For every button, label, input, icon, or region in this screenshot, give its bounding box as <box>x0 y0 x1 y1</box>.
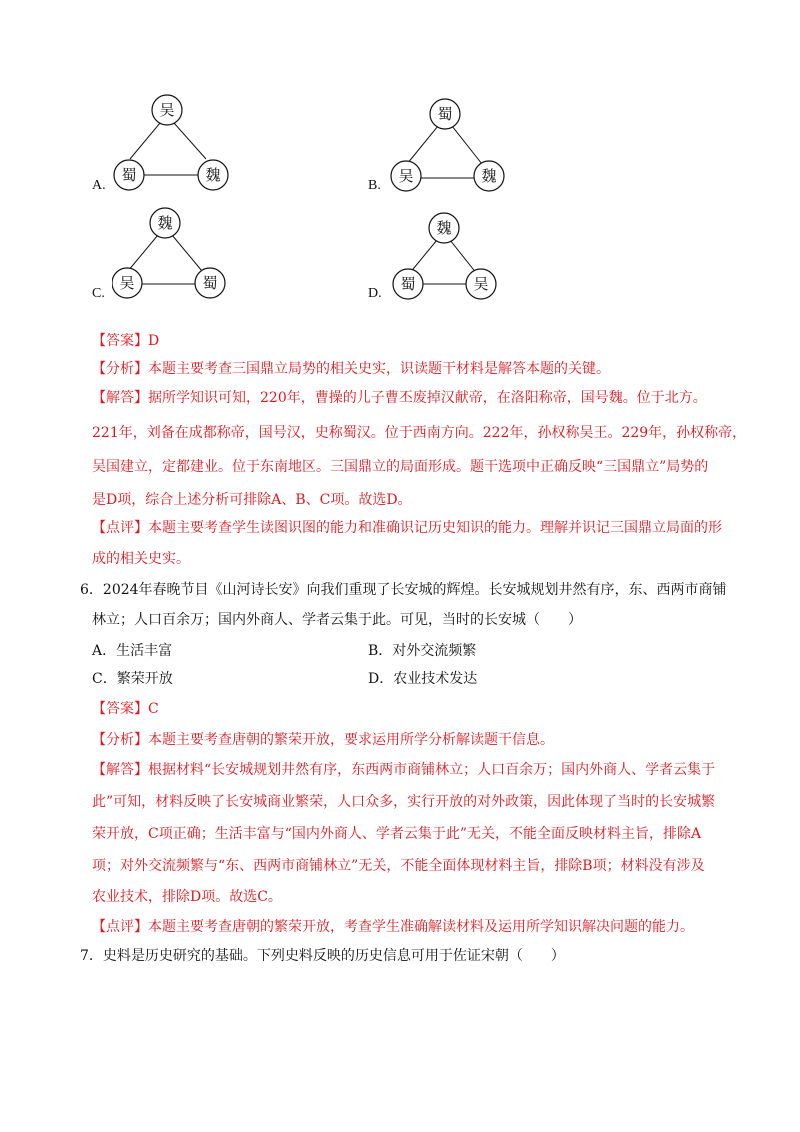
q6-stem-line-2: 林立；人口百余万；国内外商人、学者云集于此。可见，当时的长安城（ ） <box>92 612 582 628</box>
q5-analysis <box>92 358 610 378</box>
option-b-letter: B. <box>368 178 381 193</box>
q6-solution-line-5: 农业技术，排除D项。故选C。 <box>92 889 282 905</box>
q5-solution-line-1 <box>92 387 707 407</box>
q7-stem: 7．史料是历史研究的基础。下列史料反映的历史信息可用于佐证宋朝（ ） <box>80 948 565 964</box>
comment-tag: 【点评】 <box>92 520 148 536</box>
option-d-letter: D. <box>368 286 382 301</box>
answer-tag: 【答案】 <box>92 701 148 717</box>
node-left: 吴 <box>119 274 135 292</box>
q6-comment <box>92 916 694 936</box>
q6-choice-a: A．生活丰富 <box>92 643 173 659</box>
analysis-tag: 【分析】 <box>92 732 148 748</box>
node-left: 蜀 <box>121 166 137 184</box>
q6-solution-line-3: 荣开放，C项正确；生活丰富与“国内外商人、学者云集于此”无关，不能全面反映材料主旨，排除A <box>92 826 702 842</box>
q5-solution-line-2: 221年，刘备在成都称帝，国号汉，史称蜀汉。位于西南方向。222年，孙权称吴王。229年，孙权称帝， <box>92 425 747 441</box>
analysis-tag: 【分析】 <box>92 361 148 377</box>
node-left: 蜀 <box>400 275 416 293</box>
node-right: 蜀 <box>202 274 218 292</box>
analysis-text: 本题主要考查三国鼎立局势的相关史实，识读题干材料是解答本题的关键。 <box>148 361 610 377</box>
q6-stem-line-1: 6．2024年春晚节目《山河诗长安》向我们重现了长安城的辉煌。长安城规划井然有序，东、西两市商铺 <box>80 582 727 598</box>
option-a-diagram <box>112 93 232 193</box>
solution-tag: 【解答】 <box>92 762 148 778</box>
q6-solution-line-4: 项；对外交流频繁与“东、西两市商铺林立”无关，不能全面体现材料主旨，排除B项；材料没有涉及 <box>92 858 705 874</box>
q6-analysis <box>92 729 554 749</box>
node-right: 魏 <box>481 167 497 185</box>
analysis-text: 本题主要考查唐朝的繁荣开放，要求运用所学分析解读题干信息。 <box>148 732 554 748</box>
comment-tag: 【点评】 <box>92 919 148 935</box>
q6-solution-line-2: 此”可知，材料反映了长安城商业繁荣，人口众多，实行开放的对外政策，因此体现了当时的长安城繁 <box>92 794 716 810</box>
option-b-diagram <box>388 98 508 198</box>
node-top: 吴 <box>159 101 175 119</box>
node-top: 蜀 <box>437 105 453 123</box>
q5-solution-line-4: 是D项，综合上述分析可排除A、B、C项。故选D。 <box>92 492 412 508</box>
solution-tag: 【解答】 <box>92 390 148 406</box>
q6-choice-c: C．繁荣开放 <box>92 671 173 687</box>
option-a-letter: A. <box>92 178 106 193</box>
answer-value: C <box>148 701 159 717</box>
q5-answer <box>92 330 159 350</box>
q5-comment-line-1 <box>92 517 722 537</box>
node-right: 吴 <box>473 275 489 293</box>
q6-choice-b: B．对外交流频繁 <box>368 643 477 659</box>
solution-text: 据所学知识可知，220年，曹操的儿子曹丕废掉汉献帝，在洛阳称帝，国号魏。位于北方。 <box>148 390 707 406</box>
q6-solution-line-1 <box>92 759 715 779</box>
node-top: 魏 <box>436 219 452 237</box>
option-c-letter: C. <box>92 286 105 301</box>
option-c-diagram <box>112 207 232 307</box>
q5-solution-line-3: 吴国建立，定都建业。位于东南地区。三国鼎立的局面形成。题干选项中正确反映“三国鼎立”局势的 <box>92 459 709 475</box>
node-top: 魏 <box>157 214 173 232</box>
q6-choice-d: D．农业技术发达 <box>368 671 478 687</box>
solution-text: 根据材料“长安城规划井然有序，东西两市商铺林立；人口百余万；国内外商人、学者云集于 <box>148 762 716 778</box>
node-right: 魏 <box>205 166 221 184</box>
answer-tag: 【答案】 <box>92 333 148 349</box>
node-left: 吴 <box>398 167 414 185</box>
comment-text: 本题主要考查学生读图识图的能力和准确识记历史知识的能力。理解并识记三国鼎立局面的形 <box>148 520 722 536</box>
answer-value: D <box>148 333 160 349</box>
option-d-diagram <box>388 212 508 312</box>
q6-answer <box>92 698 159 718</box>
comment-text: 本题主要考查唐朝的繁荣开放，考查学生准确解读材料及运用所学知识解决问题的能力。 <box>148 919 694 935</box>
q5-comment-line-2: 成的相关史实。 <box>92 551 190 567</box>
